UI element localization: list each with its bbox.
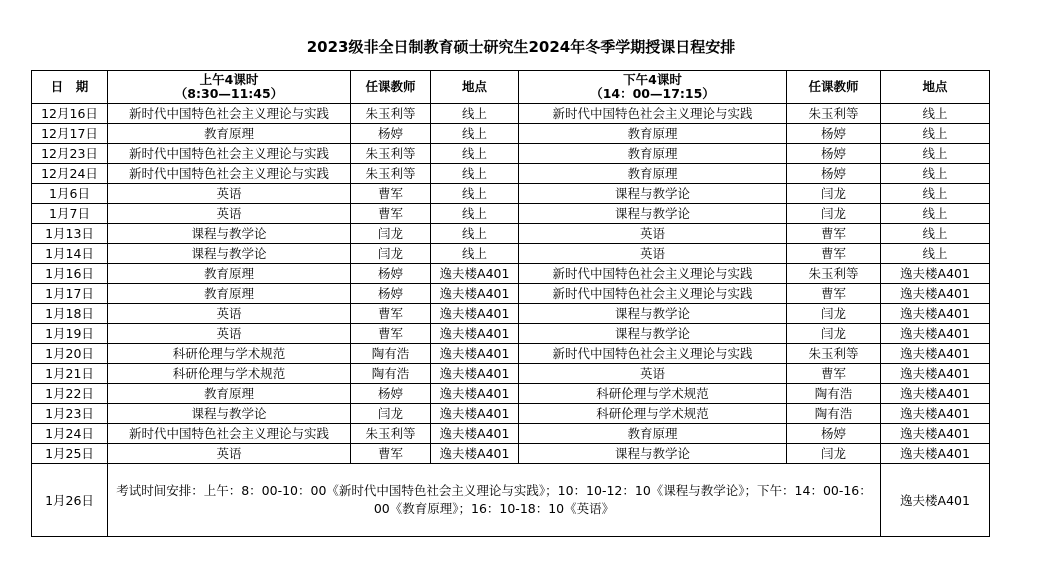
afternoon-course-cell: 新时代中国特色社会主义理论与实践 — [519, 264, 787, 284]
morning-teacher-cell: 朱玉利等 — [351, 104, 431, 124]
morning-teacher-cell: 陶有浩 — [351, 364, 431, 384]
morning-place-cell: 逸夫楼A401 — [431, 364, 519, 384]
morning-course-cell: 教育原理 — [108, 284, 351, 304]
morning-course-cell: 英语 — [108, 184, 351, 204]
header-afternoon-label: 下午4课时 — [623, 72, 682, 87]
date-cell: 1月20日 — [32, 344, 108, 364]
afternoon-course-cell: 教育原理 — [519, 424, 787, 444]
afternoon-course-cell: 课程与教学论 — [519, 304, 787, 324]
table-row — [32, 204, 990, 224]
exam-arrangement: 考试时间安排：上午：8：00-10：00《新时代中国特色社会主义理论与实践》；10：10-12：10《课程与教学论》；下午：14：00-16：00《教育原理》；16：10-18：10《英语》 — [108, 464, 881, 537]
morning-place-cell: 逸夫楼A401 — [431, 424, 519, 444]
afternoon-teacher-cell: 杨婷 — [787, 164, 881, 184]
header-place-morning: 地点 — [431, 71, 519, 104]
afternoon-teacher-cell: 闫龙 — [787, 304, 881, 324]
morning-place-cell: 线上 — [431, 244, 519, 264]
morning-teacher-cell: 闫龙 — [351, 224, 431, 244]
afternoon-teacher-cell: 曹军 — [787, 364, 881, 384]
morning-teacher-cell: 杨婷 — [351, 264, 431, 284]
table-row — [32, 304, 990, 324]
morning-place-cell: 线上 — [431, 164, 519, 184]
afternoon-course-cell: 英语 — [519, 244, 787, 264]
morning-place-cell: 逸夫楼A401 — [431, 304, 519, 324]
date-cell: 12月16日 — [32, 104, 108, 124]
afternoon-course-cell: 课程与教学论 — [519, 184, 787, 204]
afternoon-teacher-cell: 朱玉利等 — [787, 104, 881, 124]
header-teacher-morning: 任课教师 — [351, 71, 431, 104]
morning-course-cell: 科研伦理与学术规范 — [108, 344, 351, 364]
afternoon-place-cell: 线上 — [881, 164, 990, 184]
afternoon-place-cell: 逸夫楼A401 — [881, 264, 990, 284]
table-row — [32, 224, 990, 244]
date-cell: 1月24日 — [32, 424, 108, 444]
afternoon-place-cell: 逸夫楼A401 — [881, 384, 990, 404]
afternoon-teacher-cell: 曹军 — [787, 244, 881, 264]
morning-teacher-cell: 曹军 — [351, 184, 431, 204]
afternoon-place-cell: 逸夫楼A401 — [881, 284, 990, 304]
afternoon-teacher-cell: 杨婷 — [787, 144, 881, 164]
morning-place-cell: 线上 — [431, 224, 519, 244]
table-row — [32, 164, 990, 184]
afternoon-teacher-cell: 曹军 — [787, 224, 881, 244]
morning-course-cell: 教育原理 — [108, 264, 351, 284]
morning-course-cell: 科研伦理与学术规范 — [108, 364, 351, 384]
afternoon-teacher-cell: 杨婷 — [787, 424, 881, 444]
morning-place-cell: 线上 — [431, 204, 519, 224]
header-afternoon-time: （14：00—17:15） — [590, 86, 715, 101]
header-morning-label: 上午4课时 — [199, 72, 259, 87]
morning-teacher-cell: 杨婷 — [351, 384, 431, 404]
afternoon-teacher-cell: 朱玉利等 — [787, 264, 881, 284]
afternoon-course-cell: 新时代中国特色社会主义理论与实践 — [519, 344, 787, 364]
morning-place-cell: 逸夫楼A401 — [431, 344, 519, 364]
table-row — [32, 124, 990, 144]
table-row — [32, 404, 990, 424]
morning-place-cell: 逸夫楼A401 — [431, 324, 519, 344]
morning-course-cell: 课程与教学论 — [108, 224, 351, 244]
date-cell: 1月25日 — [32, 444, 108, 464]
table-row — [32, 344, 990, 364]
exam-date: 1月26日 — [32, 464, 108, 537]
morning-course-cell: 英语 — [108, 444, 351, 464]
afternoon-place-cell: 线上 — [881, 104, 990, 124]
morning-teacher-cell: 曹军 — [351, 204, 431, 224]
afternoon-place-cell: 逸夫楼A401 — [881, 324, 990, 344]
date-cell: 1月22日 — [32, 384, 108, 404]
morning-course-cell: 教育原理 — [108, 124, 351, 144]
morning-teacher-cell: 朱玉利等 — [351, 164, 431, 184]
morning-teacher-cell: 曹军 — [351, 304, 431, 324]
morning-place-cell: 线上 — [431, 104, 519, 124]
morning-place-cell: 线上 — [431, 124, 519, 144]
morning-place-cell: 线上 — [431, 144, 519, 164]
date-cell: 1月23日 — [32, 404, 108, 424]
exam-place: 逸夫楼A401 — [881, 464, 990, 537]
morning-place-cell: 逸夫楼A401 — [431, 444, 519, 464]
exam-row — [32, 464, 990, 537]
date-cell: 1月18日 — [32, 304, 108, 324]
afternoon-place-cell: 逸夫楼A401 — [881, 304, 990, 324]
afternoon-course-cell: 教育原理 — [519, 124, 787, 144]
date-cell: 1月6日 — [32, 184, 108, 204]
afternoon-course-cell: 科研伦理与学术规范 — [519, 384, 787, 404]
morning-course-cell: 教育原理 — [108, 384, 351, 404]
date-cell: 1月16日 — [32, 264, 108, 284]
date-cell: 12月24日 — [32, 164, 108, 184]
date-cell: 1月17日 — [32, 284, 108, 304]
afternoon-teacher-cell: 朱玉利等 — [787, 344, 881, 364]
morning-course-cell: 新时代中国特色社会主义理论与实践 — [108, 164, 351, 184]
afternoon-place-cell: 线上 — [881, 144, 990, 164]
afternoon-course-cell: 英语 — [519, 224, 787, 244]
afternoon-teacher-cell: 闫龙 — [787, 184, 881, 204]
morning-course-cell: 课程与教学论 — [108, 244, 351, 264]
afternoon-place-cell: 线上 — [881, 244, 990, 264]
page-title: 2023级非全日制教育硕士研究生2024年冬季学期授课日程安排 — [306, 38, 736, 56]
morning-course-cell: 新时代中国特色社会主义理论与实践 — [108, 144, 351, 164]
afternoon-teacher-cell: 陶有浩 — [787, 404, 881, 424]
morning-course-cell: 英语 — [108, 204, 351, 224]
afternoon-place-cell: 逸夫楼A401 — [881, 344, 990, 364]
table-row — [32, 364, 990, 384]
table-row — [32, 184, 990, 204]
date-cell: 12月17日 — [32, 124, 108, 144]
afternoon-course-cell: 新时代中国特色社会主义理论与实践 — [519, 284, 787, 304]
date-cell: 1月13日 — [32, 224, 108, 244]
afternoon-teacher-cell: 闫龙 — [787, 324, 881, 344]
afternoon-course-cell: 英语 — [519, 364, 787, 384]
table-row — [32, 144, 990, 164]
table-row — [32, 444, 990, 464]
date-cell: 1月7日 — [32, 204, 108, 224]
date-cell: 1月14日 — [32, 244, 108, 264]
date-cell: 12月23日 — [32, 144, 108, 164]
morning-course-cell: 英语 — [108, 304, 351, 324]
morning-course-cell: 新时代中国特色社会主义理论与实践 — [108, 424, 351, 444]
morning-teacher-cell: 曹军 — [351, 444, 431, 464]
morning-teacher-cell: 陶有浩 — [351, 344, 431, 364]
morning-teacher-cell: 杨婷 — [351, 284, 431, 304]
header-row — [32, 71, 990, 104]
morning-place-cell: 逸夫楼A401 — [431, 284, 519, 304]
morning-teacher-cell: 朱玉利等 — [351, 144, 431, 164]
afternoon-teacher-cell: 闫龙 — [787, 444, 881, 464]
table-row — [32, 424, 990, 444]
afternoon-place-cell: 线上 — [881, 204, 990, 224]
morning-place-cell: 线上 — [431, 184, 519, 204]
morning-teacher-cell: 闫龙 — [351, 404, 431, 424]
afternoon-place-cell: 线上 — [881, 224, 990, 244]
afternoon-place-cell: 逸夫楼A401 — [881, 444, 990, 464]
table-row — [32, 284, 990, 304]
afternoon-place-cell: 逸夫楼A401 — [881, 404, 990, 424]
afternoon-teacher-cell: 曹军 — [787, 284, 881, 304]
schedule-table — [31, 70, 990, 537]
header-afternoon — [519, 71, 787, 104]
afternoon-course-cell: 科研伦理与学术规范 — [519, 404, 787, 424]
date-cell: 1月19日 — [32, 324, 108, 344]
table-row — [32, 104, 990, 124]
afternoon-course-cell: 教育原理 — [519, 164, 787, 184]
afternoon-teacher-cell: 陶有浩 — [787, 384, 881, 404]
afternoon-teacher-cell: 杨婷 — [787, 124, 881, 144]
morning-teacher-cell: 杨婷 — [351, 124, 431, 144]
afternoon-place-cell: 逸夫楼A401 — [881, 424, 990, 444]
table-row — [32, 324, 990, 344]
afternoon-course-cell: 课程与教学论 — [519, 444, 787, 464]
morning-course-cell: 课程与教学论 — [108, 404, 351, 424]
morning-place-cell: 逸夫楼A401 — [431, 264, 519, 284]
afternoon-course-cell: 课程与教学论 — [519, 204, 787, 224]
table-row — [32, 264, 990, 284]
header-place-afternoon: 地点 — [881, 71, 990, 104]
schedule-body — [32, 104, 990, 537]
date-cell: 1月21日 — [32, 364, 108, 384]
header-teacher-afternoon: 任课教师 — [787, 71, 881, 104]
morning-course-cell: 新时代中国特色社会主义理论与实践 — [108, 104, 351, 124]
afternoon-teacher-cell: 闫龙 — [787, 204, 881, 224]
morning-place-cell: 逸夫楼A401 — [431, 384, 519, 404]
afternoon-place-cell: 线上 — [881, 184, 990, 204]
header-morning — [108, 71, 351, 104]
afternoon-place-cell: 线上 — [881, 124, 990, 144]
header-morning-time: （8:30—11:45） — [174, 86, 284, 101]
morning-course-cell: 英语 — [108, 324, 351, 344]
afternoon-course-cell: 教育原理 — [519, 144, 787, 164]
afternoon-place-cell: 逸夫楼A401 — [881, 364, 990, 384]
table-row — [32, 384, 990, 404]
table-row — [32, 244, 990, 264]
morning-teacher-cell: 朱玉利等 — [351, 424, 431, 444]
afternoon-course-cell: 新时代中国特色社会主义理论与实践 — [519, 104, 787, 124]
afternoon-course-cell: 课程与教学论 — [519, 324, 787, 344]
morning-place-cell: 逸夫楼A401 — [431, 404, 519, 424]
morning-teacher-cell: 曹军 — [351, 324, 431, 344]
morning-teacher-cell: 闫龙 — [351, 244, 431, 264]
header-date: 日 期 — [32, 71, 108, 104]
